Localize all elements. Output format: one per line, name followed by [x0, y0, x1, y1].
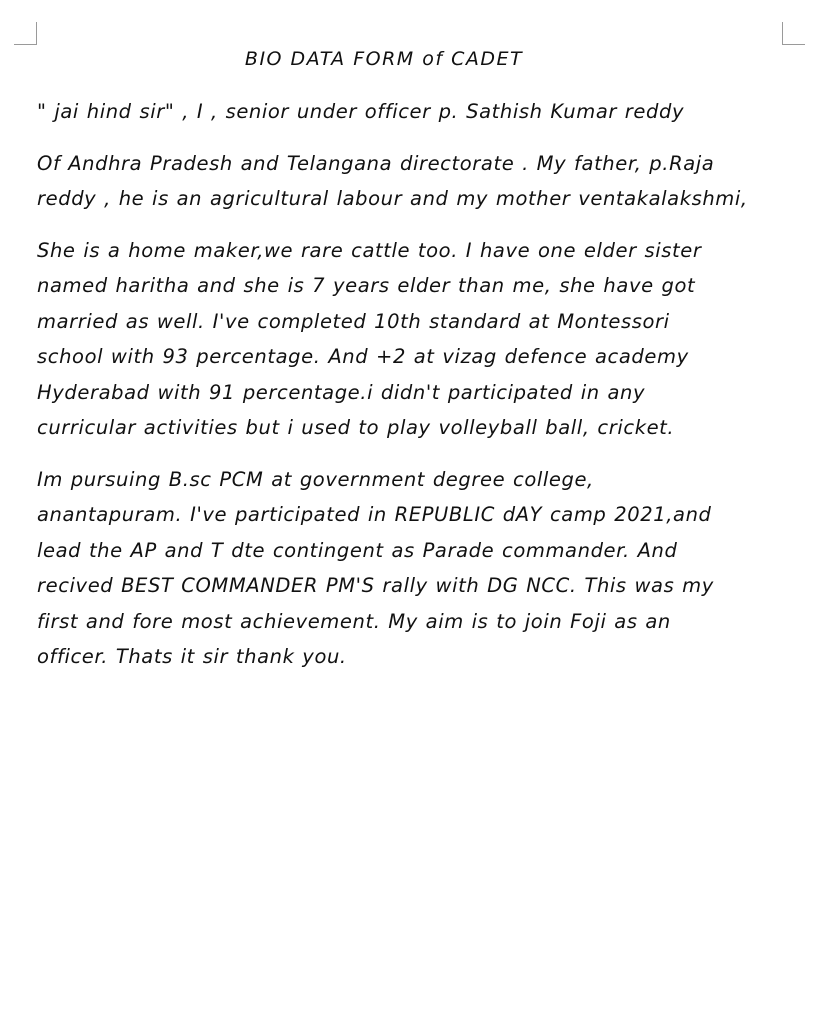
document-title: BIO DATA FORM of CADET	[244, 48, 524, 70]
text-line: recived BEST COMMANDER PM'S rally with DG NCC. This was my	[37, 574, 714, 597]
text-line: officer. Thats it sir thank you.	[37, 645, 347, 668]
page-corner-mark-top-right	[782, 22, 805, 45]
paragraph-family	[37, 146, 787, 217]
document-body	[37, 94, 787, 691]
text-line: named haritha and she is 7 years elder than me, she have got	[37, 274, 696, 297]
text-line: lead the AP and T dte contingent as Parade commander. And	[37, 538, 678, 562]
text-line: anantapuram. I've participated in REPUBLIC dAY camp 2021,and	[37, 503, 712, 526]
paragraph-achievements	[37, 462, 787, 675]
text-line: " jai hind sir" , I , senior under officer p. Sathish Kumar reddy	[37, 100, 685, 123]
text-line: She is a home maker,we rare cattle too. I have one elder sister	[37, 238, 702, 262]
text-line: school with 93 percentage. And +2 at vizag defence academy	[37, 345, 689, 368]
text-line: Im pursuing B.sc PCM at government degree college,	[37, 467, 594, 491]
paragraph-education	[37, 233, 787, 446]
page-corner-mark-top-left	[14, 22, 37, 45]
text-line: first and fore most achievement. My aim is to join Foji as an	[37, 609, 671, 633]
text-line: Hyderabad with 91 percentage.i didn't participated in any	[37, 380, 646, 404]
text-line: reddy , he is an agricultural labour and my mother ventakalakshmi,	[37, 187, 748, 210]
text-line: married as well. I've completed 10th standard at Montessori	[37, 309, 670, 333]
paragraph-greeting	[37, 94, 787, 130]
text-line: Of Andhra Pradesh and Telangana directorate . My father, p.Raja	[37, 151, 715, 175]
text-line: curricular activities but i used to play volleyball ball, cricket.	[37, 416, 675, 439]
